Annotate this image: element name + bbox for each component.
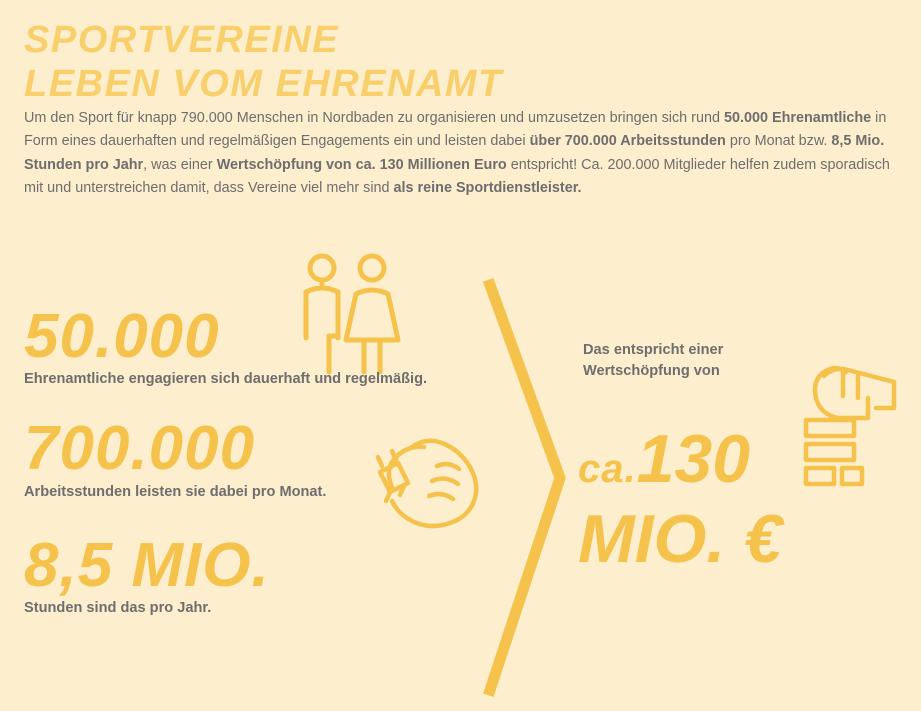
value-creation-lead-1: Das entspricht einer: [583, 342, 724, 358]
intro-bold-2: über 700.000 Arbeitsstunden: [529, 133, 726, 150]
value-creation-unit: MIO. €: [578, 501, 783, 577]
chevron-divider: [490, 285, 560, 690]
intro-bold-3: 8,5 Mio. Stunden pro Jahr: [24, 133, 885, 173]
headline-line-2: LEBEN VOM EHRENAMT: [24, 63, 503, 106]
stat-hours-month-caption: Arbeitsstunden leisten sie dabei pro Monat.: [24, 483, 327, 500]
stat-hours-year: [24, 530, 494, 617]
value-creation-block: [583, 340, 913, 382]
intro-bold-1: 50.000 Ehrenamtliche: [723, 110, 872, 126]
stats-column: [24, 302, 494, 640]
value-creation-amount: [578, 421, 921, 577]
headline-line-1: SPORTVEREINE: [24, 19, 340, 61]
intro-text-1: Um den Sport für knapp 790.000 Menschen in Nordbaden zu organisieren und umzusetzen bringen sich rund: [24, 110, 724, 126]
value-creation-lead-2: Wertschöpfung von: [583, 363, 720, 380]
value-creation-number: 130: [636, 421, 751, 497]
stat-hours-month: [24, 414, 494, 500]
intro-bold-5: als reine Sportdienstleister.: [393, 179, 582, 196]
intro-text-3: pro Monat bzw.: [725, 133, 832, 150]
intro-text-5: entspricht! Ca. 200.000 Mitglieder helfen zudem sporadisch mit und unterstreichen damit, dass Vereine viel mehr sind: [24, 156, 890, 196]
intro-bold-4: Wertschöpfung von ca. 130 Millionen Euro: [216, 156, 507, 173]
value-creation-prefix: ca.: [578, 447, 637, 491]
intro-paragraph: [24, 107, 900, 200]
stat-hours-year-value: 8,5 MIO.: [24, 530, 270, 600]
stat-volunteers: [24, 302, 494, 388]
stat-volunteers-caption: Ehrenamtliche engagieren sich dauerhaft und regelmäßig.: [24, 371, 428, 388]
stat-volunteers-value: 50.000: [24, 302, 220, 371]
intro-text-4: , was einer: [143, 156, 217, 173]
stat-hours-month-value: 700.000: [24, 414, 256, 484]
intro-text-2: in Form eines dauerhaften und regelmäßigen Engagements ein und leisten dabei: [24, 110, 887, 150]
stat-hours-year-caption: Stunden sind das pro Jahr.: [24, 600, 212, 617]
page-title: [24, 18, 724, 106]
